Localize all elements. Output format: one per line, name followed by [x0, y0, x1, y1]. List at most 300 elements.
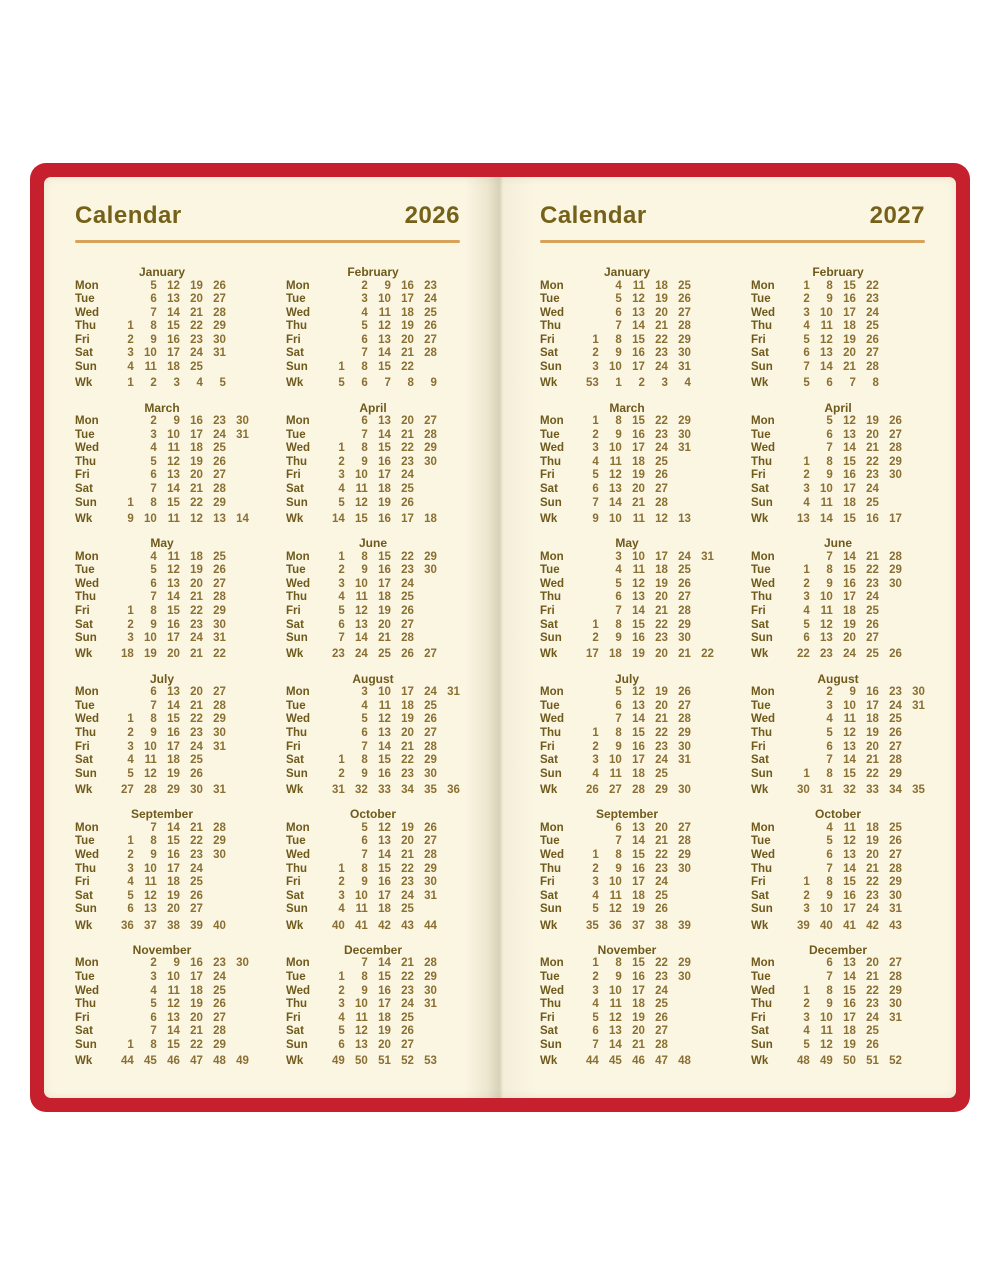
week-number: 14 — [236, 512, 249, 525]
date-cell — [437, 415, 460, 429]
date-cell: 8 — [150, 835, 157, 848]
date-cell — [226, 768, 249, 782]
day-label: Wed — [286, 577, 311, 590]
date-cell — [437, 293, 460, 307]
date-cell — [322, 741, 345, 755]
day-row — [286, 429, 460, 443]
month-name: November — [132, 942, 192, 957]
day-label: Fri — [286, 1011, 301, 1024]
date-cell: 21 — [401, 347, 414, 360]
date-cell: 28 — [889, 754, 902, 767]
date-cell — [691, 293, 714, 307]
day-label: Sun — [751, 903, 773, 916]
date-cell: 23 — [401, 455, 414, 468]
week-label: Wk — [751, 648, 769, 661]
date-cell: 13 — [167, 686, 180, 699]
date-cell: 24 — [190, 862, 203, 875]
date-cell: 4 — [592, 998, 599, 1011]
date-cell: 25 — [401, 591, 414, 604]
day-label: Sat — [751, 889, 769, 902]
week-number: 2 — [150, 377, 157, 390]
day-row — [540, 998, 714, 1012]
date-cell: 5 — [803, 1039, 810, 1052]
day-row — [751, 280, 925, 294]
date-cell: 9 — [849, 686, 856, 699]
day-label: Mon — [540, 686, 564, 699]
week-label: Wk — [540, 783, 558, 796]
week-number: 34 — [889, 783, 902, 796]
date-cell: 19 — [190, 564, 203, 577]
day-row — [75, 700, 249, 714]
day-row — [540, 822, 714, 836]
date-cell: 23 — [866, 469, 879, 482]
date-cell: 17 — [843, 483, 856, 496]
wk-row — [75, 1055, 249, 1069]
date-cell: 30 — [889, 889, 902, 902]
date-cell: 4 — [615, 279, 622, 292]
month-name: February — [812, 265, 864, 279]
date-cell: 5 — [150, 455, 157, 468]
date-cell: 12 — [843, 415, 856, 428]
week-number: 5 — [803, 377, 810, 390]
date-cell: 30 — [678, 347, 691, 360]
date-cell: 17 — [167, 740, 180, 753]
day-row — [286, 1039, 460, 1053]
date-cell: 9 — [615, 347, 622, 360]
date-cell — [787, 835, 810, 849]
date-cell — [902, 727, 925, 741]
date-cell: 30 — [424, 455, 437, 468]
date-cell: 30 — [678, 740, 691, 753]
date-cell: 28 — [401, 632, 414, 645]
month-name: September — [595, 807, 659, 822]
date-cell: 10 — [609, 876, 622, 889]
date-cell: 22 — [401, 754, 414, 767]
week-number: 48 — [797, 1055, 810, 1068]
date-cell — [226, 361, 249, 375]
date-cell: 22 — [401, 361, 414, 374]
week-number — [226, 648, 249, 662]
date-cell: 19 — [167, 767, 180, 780]
day-row — [540, 1039, 714, 1053]
day-row — [540, 429, 714, 443]
day-row — [751, 1039, 925, 1053]
week-number: 51 — [378, 1055, 391, 1068]
week-number: 29 — [655, 783, 668, 796]
date-cell: 27 — [213, 293, 226, 306]
month-november-2026 — [75, 943, 249, 1079]
date-cell: 18 — [190, 442, 203, 455]
date-cell: 26 — [655, 903, 668, 916]
date-cell: 14 — [167, 483, 180, 496]
date-cell — [111, 564, 134, 578]
date-cell: 1 — [803, 455, 810, 468]
week-number — [226, 920, 249, 934]
date-cell — [414, 903, 437, 917]
day-row — [540, 591, 714, 605]
week-number: 38 — [167, 919, 180, 932]
wk-row — [286, 784, 460, 798]
date-cell: 1 — [127, 496, 134, 509]
week-number: 41 — [355, 919, 368, 932]
day-label: Tue — [75, 971, 95, 984]
date-cell — [691, 334, 714, 348]
date-cell: 14 — [843, 442, 856, 455]
date-cell: 5 — [150, 998, 157, 1011]
wk-row — [286, 513, 460, 527]
day-row — [286, 564, 460, 578]
week-number: 16 — [378, 512, 391, 525]
date-cell: 5 — [361, 821, 368, 834]
date-cell: 27 — [213, 1011, 226, 1024]
date-cell — [668, 1012, 691, 1026]
date-cell: 4 — [338, 903, 345, 916]
date-cell — [902, 564, 925, 578]
date-cell: 23 — [866, 889, 879, 902]
day-row — [75, 591, 249, 605]
month-name: May — [150, 536, 174, 551]
wk-row — [540, 648, 714, 662]
date-cell: 10 — [820, 1011, 833, 1024]
date-cell: 17 — [632, 361, 645, 374]
date-cell — [691, 619, 714, 633]
day-row — [751, 442, 925, 456]
date-cell — [226, 822, 249, 836]
date-cell: 10 — [167, 428, 180, 441]
week-number — [879, 377, 902, 391]
date-cell: 7 — [361, 347, 368, 360]
day-label: Thu — [286, 455, 308, 468]
date-cell: 16 — [632, 347, 645, 360]
week-number — [691, 784, 714, 798]
date-cell: 9 — [615, 862, 622, 875]
week-number — [902, 648, 925, 662]
date-cell: 6 — [803, 347, 810, 360]
week-label: Wk — [540, 377, 558, 390]
day-label: Thu — [75, 591, 97, 604]
date-cell — [437, 1039, 460, 1053]
day-label: Sun — [75, 1039, 97, 1052]
week-label: Wk — [751, 1055, 769, 1068]
date-cell: 26 — [424, 713, 437, 726]
date-cell — [437, 713, 460, 727]
date-cell — [111, 578, 134, 592]
date-cell: 18 — [632, 455, 645, 468]
date-cell — [691, 849, 714, 863]
week-number: 27 — [121, 783, 134, 796]
week-number: 36 — [447, 783, 460, 796]
date-cell — [691, 1039, 714, 1053]
date-cell: 8 — [615, 727, 622, 740]
date-cell — [437, 320, 460, 334]
date-cell: 9 — [150, 333, 157, 346]
date-cell: 12 — [843, 835, 856, 848]
date-cell — [437, 551, 460, 565]
date-cell: 29 — [889, 984, 902, 997]
date-cell — [902, 768, 925, 782]
date-cell: 15 — [167, 835, 180, 848]
date-cell: 28 — [655, 496, 668, 509]
date-cell: 9 — [361, 767, 368, 780]
week-number: 31 — [332, 783, 345, 796]
day-label: Wed — [75, 442, 100, 455]
date-cell: 11 — [378, 699, 391, 712]
date-cell: 18 — [378, 903, 391, 916]
date-cell — [437, 890, 460, 904]
date-cell: 31 — [678, 442, 691, 455]
date-cell: 24 — [190, 740, 203, 753]
date-cell: 13 — [820, 632, 833, 645]
day-row — [75, 890, 249, 904]
day-label: Fri — [540, 876, 555, 889]
date-cell: 28 — [424, 347, 437, 360]
week-number: 1 — [127, 377, 134, 390]
date-cell — [437, 456, 460, 470]
date-cell: 21 — [190, 1025, 203, 1038]
date-cell — [879, 320, 902, 334]
date-cell: 13 — [843, 740, 856, 753]
date-cell: 12 — [378, 821, 391, 834]
date-cell: 1 — [592, 618, 599, 631]
date-cell — [226, 469, 249, 483]
day-label: Fri — [286, 605, 301, 618]
day-row — [540, 700, 714, 714]
date-cell — [111, 293, 134, 307]
day-row — [540, 469, 714, 483]
date-cell: 24 — [424, 686, 437, 699]
month-may-2027 — [540, 536, 714, 672]
day-row — [286, 619, 460, 633]
date-cell: 10 — [609, 754, 622, 767]
month-september-2027 — [540, 807, 714, 943]
date-cell — [226, 713, 249, 727]
date-cell: 19 — [866, 727, 879, 740]
date-cell: 6 — [592, 1025, 599, 1038]
date-cell: 23 — [190, 727, 203, 740]
date-cell — [226, 347, 249, 361]
date-cell — [668, 456, 691, 470]
date-cell: 19 — [632, 469, 645, 482]
date-cell: 3 — [803, 903, 810, 916]
week-number: 32 — [843, 783, 856, 796]
date-cell: 3 — [127, 862, 134, 875]
date-cell: 17 — [632, 876, 645, 889]
day-label: Tue — [751, 293, 771, 306]
date-cell — [902, 1012, 925, 1026]
date-cell: 19 — [843, 618, 856, 631]
date-cell: 1 — [127, 835, 134, 848]
date-cell: 26 — [424, 821, 437, 834]
date-cell: 21 — [655, 605, 668, 618]
date-cell: 1 — [592, 957, 599, 970]
day-row — [75, 1039, 249, 1053]
date-cell: 7 — [150, 1025, 157, 1038]
date-cell: 11 — [378, 306, 391, 319]
date-cell — [902, 971, 925, 985]
date-cell: 17 — [378, 889, 391, 902]
date-cell — [437, 429, 460, 443]
date-cell: 28 — [213, 306, 226, 319]
week-number: 42 — [866, 919, 879, 932]
day-row — [751, 483, 925, 497]
date-cell: 17 — [378, 469, 391, 482]
date-cell: 23 — [401, 876, 414, 889]
date-cell: 19 — [190, 998, 203, 1011]
day-row — [286, 741, 460, 755]
week-number: 1 — [615, 377, 622, 390]
date-cell — [902, 293, 925, 307]
day-row — [751, 293, 925, 307]
wk-row — [75, 513, 249, 527]
week-number: 48 — [213, 1055, 226, 1068]
date-cell: 30 — [678, 632, 691, 645]
date-cell — [902, 998, 925, 1012]
date-cell: 2 — [361, 279, 368, 292]
week-number: 36 — [609, 919, 622, 932]
day-row — [286, 591, 460, 605]
date-cell — [226, 754, 249, 768]
date-cell — [902, 713, 925, 727]
week-number: 12 — [655, 512, 668, 525]
date-cell: 20 — [655, 699, 668, 712]
date-cell: 25 — [424, 699, 437, 712]
date-cell — [668, 497, 691, 511]
date-cell — [691, 605, 714, 619]
date-cell: 13 — [609, 1025, 622, 1038]
date-cell: 9 — [615, 428, 622, 441]
date-cell: 25 — [213, 984, 226, 997]
date-cell: 28 — [678, 605, 691, 618]
date-cell — [879, 347, 902, 361]
day-row — [286, 849, 460, 863]
day-row — [751, 320, 925, 334]
date-cell — [691, 903, 714, 917]
date-cell — [691, 456, 714, 470]
wk-row — [286, 1055, 460, 1069]
date-cell: 16 — [843, 469, 856, 482]
wk-row — [540, 784, 714, 798]
week-number: 25 — [866, 648, 879, 661]
date-cell: 2 — [338, 564, 345, 577]
week-number — [437, 377, 460, 391]
date-cell: 5 — [803, 333, 810, 346]
day-row — [751, 957, 925, 971]
month-name: July — [614, 671, 639, 686]
day-row — [540, 741, 714, 755]
date-cell: 24 — [424, 293, 437, 306]
date-cell — [414, 591, 437, 605]
day-row — [540, 1012, 714, 1026]
day-row — [286, 415, 460, 429]
day-label: Thu — [286, 998, 308, 1011]
page-title: Calendar — [540, 202, 647, 229]
date-cell: 31 — [213, 632, 226, 645]
date-cell: 20 — [843, 632, 856, 645]
day-row — [75, 863, 249, 877]
date-cell: 19 — [401, 821, 414, 834]
date-cell: 28 — [678, 320, 691, 333]
date-cell: 17 — [843, 1011, 856, 1024]
date-cell: 6 — [361, 333, 368, 346]
date-cell: 19 — [655, 686, 668, 699]
date-cell: 8 — [150, 713, 157, 726]
date-cell: 23 — [866, 293, 879, 306]
date-cell: 23 — [655, 428, 668, 441]
date-cell: 12 — [609, 469, 622, 482]
date-cell: 15 — [843, 876, 856, 889]
day-row — [75, 1025, 249, 1039]
date-cell — [414, 605, 437, 619]
date-cell — [111, 551, 134, 565]
date-cell: 2 — [150, 957, 157, 970]
week-number: 9 — [592, 512, 599, 525]
week-number: 50 — [843, 1055, 856, 1068]
week-number: 44 — [424, 919, 437, 932]
date-cell — [902, 347, 925, 361]
day-label: Sat — [286, 754, 304, 767]
date-cell: 14 — [167, 821, 180, 834]
date-cell: 25 — [866, 496, 879, 509]
day-label: Sat — [286, 347, 304, 360]
day-label: Thu — [751, 727, 773, 740]
date-cell: 22 — [655, 618, 668, 631]
date-cell: 9 — [150, 849, 157, 862]
date-cell: 25 — [655, 889, 668, 902]
day-label: Tue — [540, 971, 560, 984]
day-row — [540, 578, 714, 592]
wk-row — [540, 920, 714, 934]
week-number: 18 — [121, 648, 134, 661]
date-cell: 15 — [378, 971, 391, 984]
date-cell: 22 — [190, 320, 203, 333]
date-cell: 30 — [889, 469, 902, 482]
month-february-2027 — [751, 265, 925, 401]
date-cell — [879, 619, 902, 633]
date-cell: 25 — [213, 442, 226, 455]
month-name: September — [130, 807, 194, 822]
date-cell: 14 — [167, 591, 180, 604]
week-number: 13 — [797, 512, 810, 525]
date-cell: 24 — [401, 998, 414, 1011]
day-label: Tue — [286, 293, 306, 306]
day-row — [751, 632, 925, 646]
date-cell: 1 — [592, 727, 599, 740]
day-label: Tue — [286, 699, 306, 712]
date-cell — [437, 971, 460, 985]
date-cell: 15 — [378, 442, 391, 455]
date-cell: 9 — [361, 876, 368, 889]
date-cell: 27 — [424, 333, 437, 346]
day-label: Mon — [751, 415, 775, 428]
day-label: Fri — [286, 876, 301, 889]
date-cell: 21 — [190, 306, 203, 319]
date-cell: 11 — [632, 564, 645, 577]
date-cell: 27 — [678, 821, 691, 834]
date-cell: 26 — [678, 686, 691, 699]
date-cell: 10 — [355, 889, 368, 902]
week-number — [437, 648, 460, 662]
date-cell: 21 — [866, 971, 879, 984]
day-label: Mon — [286, 686, 310, 699]
date-cell: 30 — [213, 849, 226, 862]
date-cell: 3 — [338, 998, 345, 1011]
date-cell: 6 — [361, 415, 368, 428]
month-name: July — [149, 671, 174, 686]
date-cell: 18 — [866, 713, 879, 726]
date-cell: 27 — [866, 347, 879, 360]
planner-cover — [30, 163, 970, 1112]
date-cell: 2 — [592, 971, 599, 984]
